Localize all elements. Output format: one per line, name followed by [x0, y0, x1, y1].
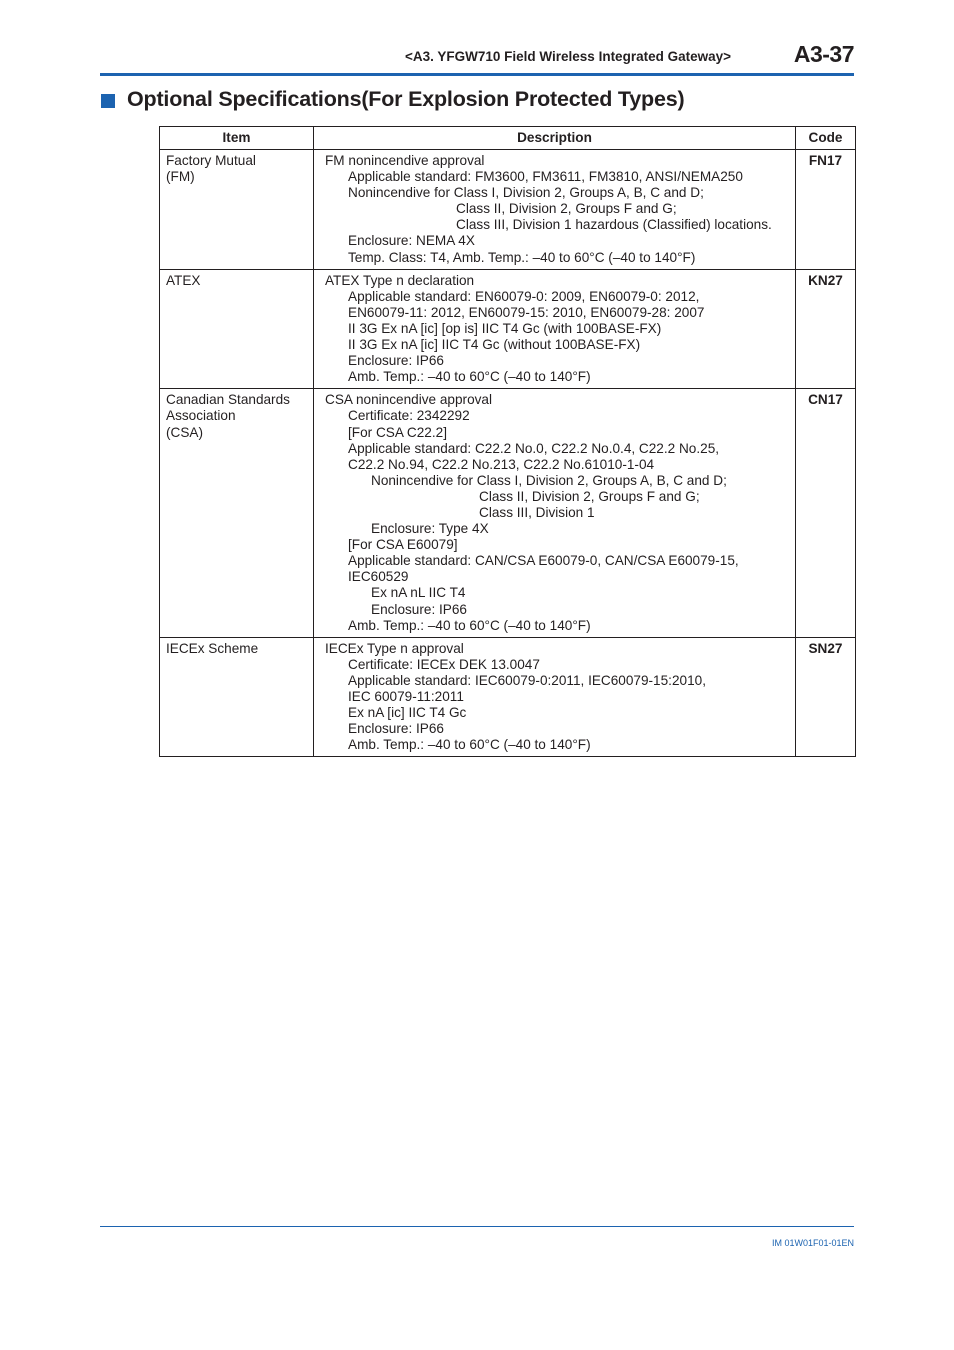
description-line: Applicable standard: EN60079-0: 2009, EN60079-0: 2012,	[348, 288, 700, 304]
item-cell	[160, 389, 314, 637]
item-cell	[160, 637, 314, 757]
description-line: Nonincendive for Class I, Division 2, Groups A, B, C and D;	[348, 185, 704, 201]
description-line: CSA nonincendive approval	[325, 392, 493, 408]
code-cell: KN27	[796, 269, 856, 389]
item-line: IECEx Scheme	[166, 640, 259, 656]
description-cell	[314, 150, 796, 270]
item-cell	[160, 269, 314, 389]
description-line: Amb. Temp.: –40 to 60°C (–40 to 140°F)	[348, 369, 591, 385]
document-id: IM 01W01F01-01EN	[771, 1238, 854, 1248]
table-row	[160, 150, 856, 270]
description-line: Ex nA [ic] IIC T4 Gc	[348, 705, 467, 721]
col-header-item: Item	[160, 127, 314, 150]
description-line: Applicable standard: CAN/CSA E60079-0, CAN/CSA E60079-15,	[348, 553, 739, 569]
description-line: IECEx Type n approval	[325, 640, 464, 656]
item-line: ATEX	[166, 272, 201, 288]
footer-rule	[100, 1226, 854, 1227]
description-line: C22.2 No.94, C22.2 No.213, C22.2 No.61010-1-04	[348, 456, 655, 472]
spec-table-body	[160, 150, 856, 757]
description-line: II 3G Ex nA [ic] [op is] IIC T4 Gc (with 100BASE-FX)	[348, 320, 662, 336]
description-line: Class III, Division 1	[479, 504, 595, 520]
item-line: Factory Mutual	[166, 153, 256, 168]
item-line: Canadian Standards	[166, 392, 290, 408]
description-line: ATEX Type n declaration	[325, 272, 475, 288]
description-line: EN60079-11: 2012, EN60079-15: 2010, EN60079-28: 2007	[348, 304, 705, 320]
description-line: Enclosure: IP66	[348, 353, 444, 369]
description-line: Enclosure: Type 4X	[371, 521, 489, 537]
description-line: Ex nA nL IIC T4	[371, 585, 466, 601]
item-line: (FM)	[166, 169, 195, 185]
description-line: Enclosure: IP66	[348, 721, 444, 737]
col-header-description: Description	[314, 127, 796, 150]
description-line: IEC60529	[348, 569, 409, 585]
description-cell	[314, 389, 796, 637]
description-line: Class III, Division 1 hazardous (Classified) locations.	[456, 217, 772, 233]
description-line: Applicable standard: C22.2 No.0, C22.2 No.0.4, C22.2 No.25,	[348, 440, 720, 456]
item-line: (CSA)	[166, 424, 204, 440]
description-line: Amb. Temp.: –40 to 60°C (–40 to 140°F)	[348, 617, 591, 633]
description-line: Enclosure: IP66	[371, 601, 467, 617]
description-line: FM nonincendive approval	[325, 153, 485, 168]
description-line: Class II, Division 2, Groups F and G;	[479, 488, 700, 504]
col-header-code: Code	[796, 127, 856, 150]
description-line: Applicable standard: FM3600, FM3611, FM3810, ANSI/NEMA250	[348, 169, 743, 185]
description-line: IEC 60079-11:2011	[348, 689, 464, 704]
description-line: Amb. Temp.: –40 to 60°C (–40 to 140°F)	[348, 737, 591, 753]
page-number: A3-37	[793, 41, 854, 67]
table-row	[160, 637, 856, 757]
description-line: Enclosure: NEMA 4X	[348, 233, 475, 249]
description-cell	[314, 269, 796, 389]
code-cell: CN17	[796, 389, 856, 637]
description-line: [For CSA C22.2]	[348, 424, 447, 440]
description-line: Nonincendive for Class I, Division 2, Groups A, B, C and D;	[371, 472, 727, 488]
item-cell	[160, 150, 314, 270]
spec-table	[159, 126, 856, 757]
item-line: Association	[166, 408, 236, 424]
chapter-title: <A3. YFGW710 Field Wireless Integrated Gateway>	[404, 49, 731, 64]
code-cell: SN27	[796, 637, 856, 757]
description-line: Applicable standard: IEC60079-0:2011, IEC60079-15:2010,	[348, 672, 706, 688]
section-title: Optional Specifications(For Explosion Protected Types)	[127, 87, 685, 111]
description-line: Certificate: IECEx DEK 13.0047	[348, 656, 540, 672]
square-bullet-icon	[101, 94, 115, 108]
table-row	[160, 389, 856, 637]
description-line: [For CSA E60079]	[348, 537, 458, 553]
code-cell: FN17	[796, 150, 856, 270]
description-line: Certificate: 2342292	[348, 408, 470, 424]
description-line: Class II, Division 2, Groups F and G;	[456, 201, 677, 217]
table-row	[160, 269, 856, 389]
header-rule	[100, 73, 854, 76]
description-line: II 3G Ex nA [ic] IIC T4 Gc (without 100BASE-FX)	[348, 337, 641, 353]
description-cell	[314, 637, 796, 757]
description-line: Temp. Class: T4, Amb. Temp.: –40 to 60°C (–40 to 140°F)	[348, 249, 696, 265]
table-header-row	[160, 127, 856, 150]
